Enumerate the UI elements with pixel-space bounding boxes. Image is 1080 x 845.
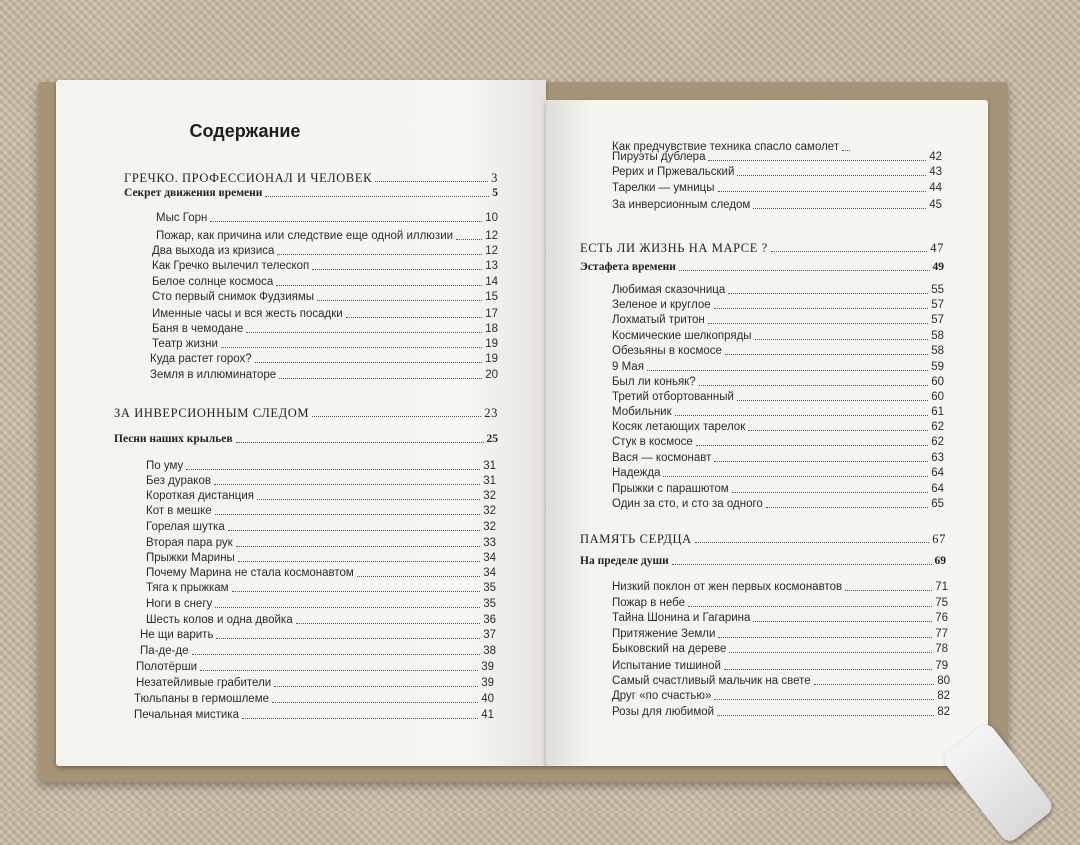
toc-dot-leader — [215, 607, 480, 608]
toc-entry-title: Прыжки с парашютом — [612, 483, 729, 495]
toc-dot-leader — [277, 254, 482, 255]
toc-entry — [134, 708, 494, 722]
toc-entry — [612, 329, 944, 343]
toc-entry — [580, 532, 946, 546]
toc-entry — [152, 290, 498, 304]
toc-entry-title: Пожар в небе — [612, 597, 685, 609]
toc-entry — [146, 597, 496, 611]
toc-dot-leader — [375, 181, 488, 182]
toc-entry-title: Белое солнце космоса — [152, 276, 274, 288]
toc-page-number: 25 — [486, 433, 498, 445]
toc-dot-leader — [221, 347, 482, 348]
toc-dot-leader — [265, 196, 489, 197]
toc-entry — [580, 241, 944, 255]
toc-page-number: 41 — [481, 709, 494, 721]
toc-entry-title: Как предчувствие техника спасло самолет — [612, 141, 840, 153]
toc-dot-leader — [708, 323, 928, 324]
toc-entry — [612, 150, 942, 164]
toc-entry-title: Быковский на дереве — [612, 643, 727, 655]
toc-entry — [146, 566, 496, 580]
toc-dot-leader — [216, 638, 480, 639]
toc-entry-title: Печальная мистика — [134, 709, 239, 721]
toc-entry-title: Один за сто, и сто за одного — [612, 498, 763, 510]
toc-dot-leader — [274, 686, 478, 687]
toc-page-number: 32 — [483, 490, 496, 502]
toc-dot-leader — [696, 445, 928, 446]
toc-dot-leader — [814, 684, 935, 685]
toc-dot-leader — [699, 385, 929, 386]
toc-entry-title: Вторая пара рук — [146, 537, 233, 549]
toc-entry — [152, 322, 498, 336]
toc-dot-leader — [276, 285, 482, 286]
toc-dot-leader — [737, 175, 926, 176]
contents-title: Содержание — [189, 121, 301, 141]
toc-dot-leader — [725, 354, 928, 355]
toc-dot-leader — [732, 492, 929, 493]
toc-entry — [612, 642, 948, 656]
toc-dot-leader — [346, 317, 482, 318]
toc-dot-leader — [766, 507, 928, 508]
toc-dot-leader — [238, 561, 480, 562]
toc-entry-title: Обезьяны в космосе — [612, 345, 722, 357]
toc-entry — [612, 390, 944, 404]
toc-page-number: 45 — [929, 199, 942, 211]
toc-dot-leader — [647, 370, 928, 371]
toc-page-number: 63 — [931, 452, 944, 464]
toc-page-number: 39 — [481, 661, 494, 673]
toc-entry — [152, 259, 498, 273]
toc-dot-leader — [236, 546, 481, 547]
toc-entry-title: Земля в иллюминаторе — [150, 369, 277, 381]
toc-page-number: 40 — [481, 693, 494, 705]
toc-entry-title: Низкий поклон от жен первых космонавтов — [612, 581, 843, 593]
toc-dot-leader — [675, 415, 929, 416]
toc-entry — [146, 459, 496, 473]
toc-page-number: 36 — [483, 614, 496, 626]
toc-page-number: 79 — [935, 660, 948, 672]
toc-entry — [612, 627, 948, 641]
toc-entry-title: Притяжение Земли — [612, 628, 716, 640]
toc-entry — [140, 644, 496, 658]
toc-entry — [152, 337, 498, 351]
toc-page-number: 58 — [931, 345, 944, 357]
toc-entry — [612, 482, 944, 496]
toc-entry — [146, 489, 496, 503]
toc-dot-leader — [312, 269, 482, 270]
toc-page-number: 32 — [483, 505, 496, 517]
toc-dot-leader — [695, 542, 929, 543]
toc-page-number: 33 — [483, 537, 496, 549]
toc-dot-leader — [232, 591, 481, 592]
toc-page-number: 58 — [931, 330, 944, 342]
toc-page-number: 3 — [491, 171, 498, 185]
toc-entry — [612, 689, 950, 703]
toc-page-number: 43 — [929, 166, 942, 178]
toc-entry-title: Тайна Шонина и Гагарина — [612, 612, 751, 624]
toc-entry-title: Сто первый снимок Фудзиямы — [152, 291, 315, 303]
toc-entry — [124, 186, 498, 200]
toc-entry — [580, 260, 944, 274]
toc-page-number: 57 — [931, 314, 944, 326]
toc-dot-leader — [755, 339, 929, 340]
toc-dot-leader — [200, 670, 478, 671]
toc-entry — [612, 375, 944, 389]
toc-page-number: 64 — [931, 467, 944, 479]
toc-entry-title: Любимая сказочница — [612, 284, 726, 296]
toc-dot-leader — [215, 514, 481, 515]
toc-entry-title: Тяга к прыжкам — [146, 582, 229, 594]
toc-entry — [146, 551, 496, 565]
toc-entry — [146, 504, 496, 518]
toc-dot-leader — [771, 251, 927, 252]
toc-entry — [612, 466, 944, 480]
toc-page-number: 69 — [934, 555, 946, 567]
toc-entry-title: Друг «по счастью» — [612, 690, 712, 702]
toc-dot-leader — [737, 400, 928, 401]
toc-page-number: 12 — [485, 230, 498, 242]
toc-page-number: 39 — [481, 677, 494, 689]
toc-entry-title: Почему Марина не стала космонавтом — [146, 567, 354, 579]
toc-entry — [612, 611, 948, 625]
toc-dot-leader — [717, 715, 934, 716]
toc-dot-leader — [748, 430, 928, 431]
toc-entry — [612, 435, 944, 449]
toc-entry — [612, 313, 944, 327]
toc-page-number: 76 — [935, 612, 948, 624]
toc-entry-title: Песни наших крыльев — [114, 433, 233, 445]
toc-page-number: 61 — [931, 406, 944, 418]
toc-entry — [580, 554, 946, 568]
toc-page-number: 34 — [483, 552, 496, 564]
toc-entry-title: Именные часы и вся жесть посадки — [152, 308, 343, 320]
toc-entry — [612, 674, 950, 688]
toc-page-number: 14 — [485, 276, 498, 288]
toc-entry — [612, 181, 942, 195]
toc-entry-title: Как Гречко вылечил телескоп — [152, 260, 310, 272]
toc-dot-leader — [729, 652, 932, 653]
toc-entry-title: Зеленое и круглое — [612, 299, 711, 311]
toc-entry — [612, 344, 944, 358]
toc-page-number: 34 — [483, 567, 496, 579]
toc-page-number: 23 — [484, 406, 498, 420]
toc-entry — [152, 307, 498, 321]
toc-entry-title: Вася — космонавт — [612, 452, 712, 464]
toc-page-number: 77 — [935, 628, 948, 640]
toc-entry-title: Лохматый тритон — [612, 314, 705, 326]
toc-dot-leader — [714, 308, 929, 309]
toc-dot-leader — [279, 378, 482, 379]
toc-page-number: 59 — [931, 361, 944, 373]
toc-entry — [146, 474, 496, 488]
toc-entry — [612, 198, 942, 212]
toc-entry-title: Тарелки — умницы — [612, 182, 715, 194]
toc-entry-title: ЕСТЬ ЛИ ЖИЗНЬ НА МАРСЕ ? — [580, 241, 768, 255]
toc-page-number: 49 — [932, 261, 944, 273]
toc-dot-leader — [845, 590, 932, 591]
toc-entry-title: Третий отбортованный — [612, 391, 734, 403]
toc-page-number: 57 — [931, 299, 944, 311]
toc-page-number: 12 — [485, 245, 498, 257]
toc-dot-leader — [728, 293, 928, 294]
toc-entry — [612, 165, 942, 179]
toc-dot-leader — [210, 221, 482, 222]
toc-entry-title: Без дураков — [146, 475, 211, 487]
toc-page-number: 20 — [485, 369, 498, 381]
toc-entry-title: Стук в космосе — [612, 436, 693, 448]
toc-entry-title: Был ли коньяк? — [612, 376, 696, 388]
toc-dot-leader — [242, 718, 478, 719]
toc-dot-leader — [317, 300, 482, 301]
toc-page-number: 47 — [930, 241, 944, 255]
toc-entry-title: Кот в мешке — [146, 505, 212, 517]
toc-dot-leader — [257, 499, 480, 500]
toc-entry-title: Мыс Горн — [156, 212, 208, 224]
toc-entry — [124, 171, 498, 185]
toc-entry-title: Шесть колов и одна двойка — [146, 614, 293, 626]
toc-entry-title: Розы для любимой — [612, 706, 715, 718]
toc-dot-leader — [296, 623, 481, 624]
toc-entry — [136, 660, 494, 674]
toc-entry-title: Театр жизни — [152, 338, 218, 350]
toc-entry-title: За инверсионным следом — [612, 199, 751, 211]
toc-dot-leader — [753, 208, 926, 209]
toc-entry — [114, 406, 498, 420]
toc-page-number: 10 — [485, 212, 498, 224]
toc-entry-title: ПАМЯТЬ СЕРДЦА — [580, 532, 692, 546]
toc-entry — [612, 596, 948, 610]
toc-dot-leader — [718, 637, 932, 638]
toc-entry-title: Эстафета времени — [580, 261, 676, 273]
toc-entry-title: Самый счастливый мальчик на свете — [612, 675, 811, 687]
toc-entry — [152, 275, 498, 289]
toc-page-number: 44 — [929, 182, 942, 194]
toc-dot-leader — [456, 239, 482, 240]
toc-entry-title: Рерих и Пржевальский — [612, 166, 735, 178]
toc-entry — [612, 659, 948, 673]
toc-page-number: 35 — [483, 582, 496, 594]
toc-dot-leader — [186, 469, 480, 470]
toc-page-number: 60 — [931, 376, 944, 388]
toc-page-number: 32 — [483, 521, 496, 533]
toc-page-number: 71 — [935, 581, 948, 593]
toc-entry — [146, 536, 496, 550]
toc-page-number: 62 — [931, 436, 944, 448]
toc-entry — [612, 360, 944, 374]
toc-entry-title: 9 Мая — [612, 361, 644, 373]
toc-entry-title: Баня в чемодане — [152, 323, 244, 335]
toc-page-number: 42 — [929, 151, 942, 163]
toc-entry — [114, 432, 498, 446]
toc-entry — [156, 229, 498, 243]
toc-dot-leader — [714, 699, 934, 700]
toc-entry-title: Косяк летающих тарелок — [612, 421, 746, 433]
toc-page-number: 75 — [935, 597, 948, 609]
toc-dot-leader — [718, 191, 927, 192]
toc-entry — [612, 705, 950, 719]
toc-entry — [150, 352, 498, 366]
toc-entry-title: Короткая дистанция — [146, 490, 255, 502]
toc-dot-leader — [228, 530, 480, 531]
toc-page-number: 64 — [931, 483, 944, 495]
toc-entry-title: Незатейливые грабители — [136, 677, 272, 689]
toc-entry-title: На пределе души — [580, 555, 669, 567]
toc-entry — [152, 244, 498, 258]
toc-entry-title: Надежда — [612, 467, 661, 479]
toc-page-number: 19 — [485, 353, 498, 365]
toc-entry — [612, 420, 944, 434]
toc-entry — [146, 613, 496, 627]
toc-entry — [140, 628, 496, 642]
toc-dot-leader — [192, 654, 481, 655]
toc-entry — [612, 580, 948, 594]
toc-entry — [146, 520, 496, 534]
toc-page-number: 82 — [937, 690, 950, 702]
toc-dot-leader — [679, 270, 930, 271]
toc-dot-leader — [214, 484, 480, 485]
toc-entry-title: Полотёрши — [136, 661, 198, 673]
toc-dot-leader — [255, 362, 483, 363]
toc-page-number: 67 — [932, 532, 946, 546]
toc-entry-title: Два выхода из кризиса — [152, 245, 275, 257]
toc-page-number: 38 — [483, 645, 496, 657]
toc-page-number: 17 — [485, 308, 498, 320]
toc-entry — [136, 676, 494, 690]
toc-dot-leader — [357, 576, 480, 577]
toc-page-number: 19 — [485, 338, 498, 350]
toc-entry — [134, 692, 494, 706]
toc-entry — [156, 211, 498, 225]
toc-dot-leader — [236, 442, 484, 443]
toc-page-number: 65 — [931, 498, 944, 510]
toc-entry-title: По уму — [146, 460, 184, 472]
toc-entry-title: Пожар, как причина или следствие еще одной иллюзии — [156, 230, 454, 242]
toc-entry-title: Па-де-де — [140, 645, 189, 657]
toc-entry-title: Пируэты дублера — [612, 151, 706, 163]
toc-page-number: 18 — [485, 323, 498, 335]
toc-page-number: 80 — [937, 675, 950, 687]
toc-dot-leader — [272, 702, 478, 703]
toc-page-number: 60 — [931, 391, 944, 403]
toc-entry-title: Тюльпаны в гермошлеме — [134, 693, 270, 705]
toc-page-number: 13 — [485, 260, 498, 272]
toc-entry-title: ЗА ИНВЕРСИОННЫМ СЛЕДОМ — [114, 406, 310, 420]
toc-entry-title: Ноги в снегу — [146, 598, 213, 610]
toc-dot-leader — [312, 416, 481, 417]
toc-page-number: 37 — [483, 629, 496, 641]
toc-page-number: 35 — [483, 598, 496, 610]
toc-entry — [146, 581, 496, 595]
toc-dot-leader — [663, 476, 928, 477]
toc-entry-title: ГРЕЧКО. ПРОФЕССИОНАЛ И ЧЕЛОВЕК — [124, 171, 373, 185]
toc-page-number: 31 — [483, 475, 496, 487]
toc-page-number: 15 — [485, 291, 498, 303]
toc-entry-title: Космические шелкопряды — [612, 330, 752, 342]
toc-page-number: 5 — [492, 187, 498, 199]
toc-entry — [612, 283, 944, 297]
toc-entry-title: Прыжки Марины — [146, 552, 235, 564]
toc-dot-leader — [246, 332, 482, 333]
toc-dot-leader — [688, 606, 932, 607]
toc-dot-leader — [708, 160, 926, 161]
toc-entry — [612, 497, 944, 511]
toc-entry-title: Испытание тишиной — [612, 660, 721, 672]
toc-entry — [612, 451, 944, 465]
toc-entry — [612, 405, 944, 419]
toc-entry — [612, 298, 944, 312]
toc-dot-leader — [753, 621, 932, 622]
toc-page-number: 82 — [937, 706, 950, 718]
toc-entry-title: Куда растет горох? — [150, 353, 252, 365]
toc-entry-title: Мобильник — [612, 406, 672, 418]
toc-entry — [150, 368, 498, 382]
toc-page-number: 78 — [935, 643, 948, 655]
toc-dot-leader — [672, 564, 932, 565]
toc-entry-title: Горелая шутка — [146, 521, 225, 533]
toc-entry-title: Не щи варить — [140, 629, 214, 641]
toc-page-number: 62 — [931, 421, 944, 433]
toc-entry-title: Секрет движения времени — [124, 187, 263, 199]
toc-page-number: 31 — [483, 460, 496, 472]
toc-dot-leader — [714, 461, 928, 462]
toc-dot-leader — [724, 669, 932, 670]
toc-page-number: 55 — [931, 284, 944, 296]
